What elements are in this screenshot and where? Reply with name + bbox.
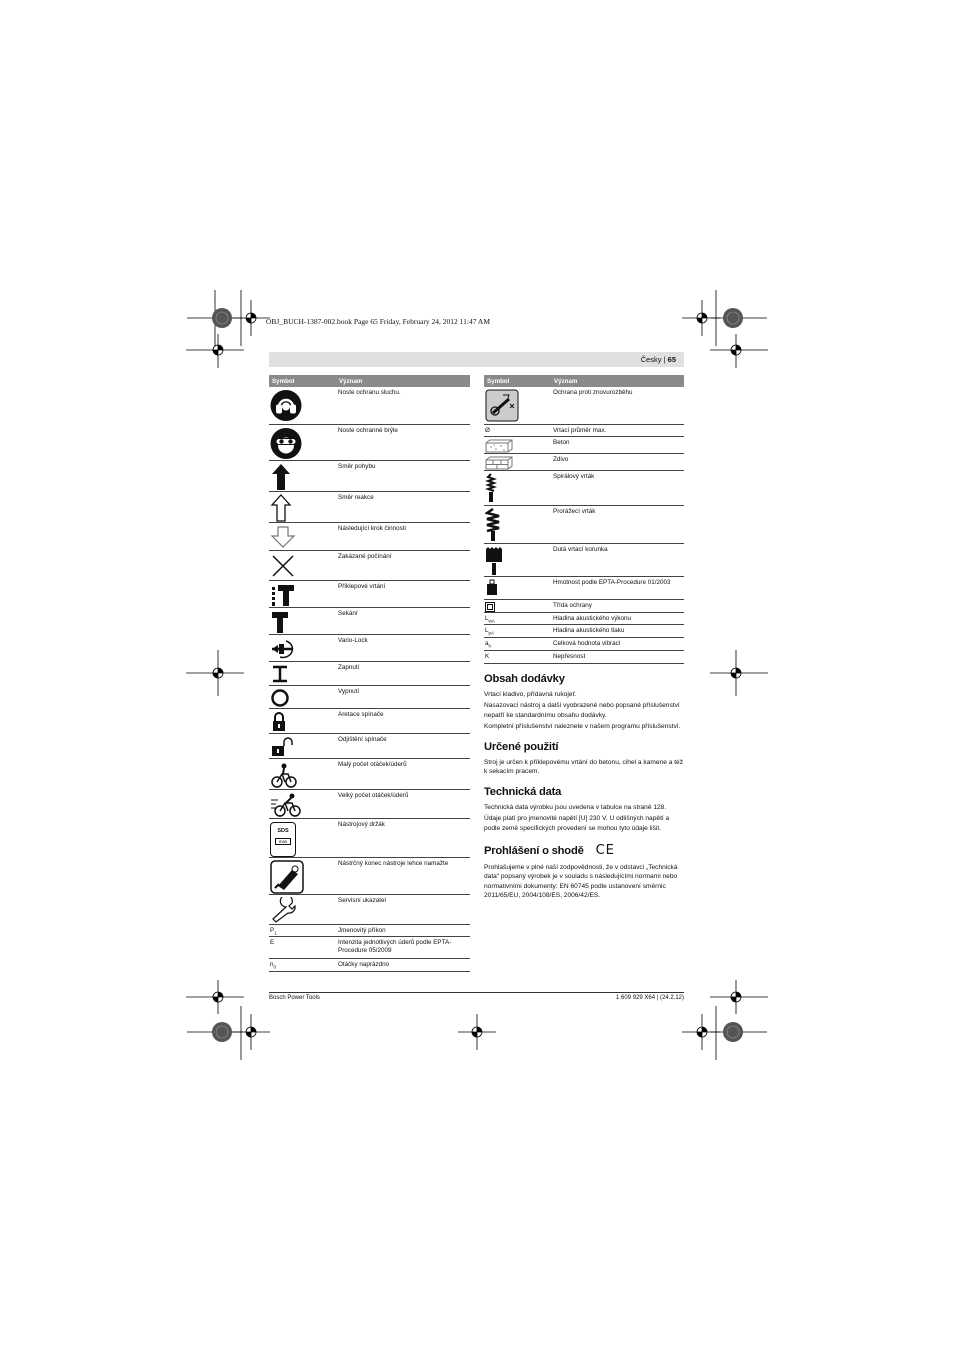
print-slug: OBJ_BUCH-1387-002.book Page 65 Friday, February 24, 2012 11:47 AM xyxy=(266,317,491,326)
ce-mark-icon: CE xyxy=(595,842,615,858)
sds-max-icon xyxy=(270,822,296,857)
language-label: Česky xyxy=(640,355,662,364)
symbol-meaning: Třída ochrany xyxy=(551,599,684,612)
symbol-meaning: Celková hodnota vibrací xyxy=(551,637,684,650)
table-row xyxy=(269,460,470,491)
table-row xyxy=(269,958,470,971)
section-technical-data xyxy=(484,786,684,834)
table-row xyxy=(269,607,470,634)
col-symbol-header: Symbol xyxy=(484,375,551,387)
symbol-meaning: Otáčky naprázdno xyxy=(336,958,470,971)
symbol-meaning: Zakázané počínání xyxy=(336,550,470,580)
symbol-meaning: Nástrojový držák xyxy=(336,818,470,857)
symbol-subscript: 1 xyxy=(274,929,277,935)
table-row xyxy=(484,637,684,650)
footer-left: Bosch Power Tools xyxy=(269,995,320,1001)
table-row xyxy=(269,580,470,607)
table-row xyxy=(484,470,684,505)
section-title xyxy=(484,843,684,858)
symbol-text: E xyxy=(270,938,275,946)
table-row xyxy=(269,936,470,958)
next-step-icon xyxy=(270,525,296,549)
switch-on-icon xyxy=(270,664,290,684)
vario-lock-icon xyxy=(270,637,296,661)
table-row xyxy=(269,522,470,550)
twist-drill-icon xyxy=(485,473,497,503)
table-row xyxy=(269,733,470,758)
table-row xyxy=(269,424,470,460)
symbol-meaning: Ochrana proti znovurozběhu xyxy=(551,387,684,424)
symbol-meaning: Nepřesnost xyxy=(551,650,684,663)
direction-of-motion-icon xyxy=(270,463,292,491)
table-row xyxy=(484,576,684,599)
symbol-text: L xyxy=(485,614,489,622)
right-column xyxy=(484,375,684,903)
safety-goggles-icon xyxy=(270,427,302,460)
symbol-meaning: Servisní ukazatel xyxy=(336,894,470,924)
symbol-meaning: Noste ochranu sluchu. xyxy=(336,387,470,424)
table-row xyxy=(269,924,470,936)
table-row xyxy=(269,491,470,522)
table-row xyxy=(484,650,684,663)
hammer-drilling-icon xyxy=(270,583,296,607)
symbol-meaning: Dutá vrtací korunka xyxy=(551,543,684,576)
high-speed-icon xyxy=(270,792,302,818)
symbol-meaning: Jmenovitý příkon xyxy=(336,924,470,936)
section-paragraph: Nasazovací nástroj a další vyobrazené nebo popsané příslušenství nepatří ke standardnímu obsahu dodávky. xyxy=(484,702,680,719)
page-header-text: Česky | 65 xyxy=(640,355,676,364)
table-row xyxy=(269,708,470,733)
section-paragraph: Stroj je určen k příklepovému vrtání do betonu, cihel a kamene a též k sekacím pracem. xyxy=(484,758,684,776)
symbol-text: a xyxy=(485,639,489,647)
unlock-icon xyxy=(270,736,298,758)
symbol-text: L xyxy=(485,626,489,634)
table-row xyxy=(484,624,684,637)
core-cutter-icon xyxy=(485,546,503,576)
symbol-subscript: wA xyxy=(488,617,495,623)
section-paragraph: Technická data výrobku jsou uvedena v tabulce na straně 128. xyxy=(484,803,667,811)
section-title-text: Prohlášení o shodě xyxy=(484,844,584,857)
symbol-meaning: Směr reakce xyxy=(336,491,470,522)
table-row xyxy=(484,453,684,470)
direction-of-reaction-icon xyxy=(270,494,292,522)
symbol-meaning: Hladina akustického tlaku xyxy=(551,624,684,637)
symbol-meaning: Hladina akustického výkonu xyxy=(551,612,684,624)
symbol-text: Ø xyxy=(485,426,490,434)
table-row xyxy=(269,789,470,818)
table-row xyxy=(484,612,684,624)
table-row xyxy=(269,387,470,424)
symbol-meaning: Hmotnost podle EPTA-Procedure 01/2003 xyxy=(551,576,684,599)
symbol-subscript: h xyxy=(488,642,492,648)
section-paragraph: Vrtací kladivo, přídavná rukojeť. xyxy=(484,690,577,698)
table-row xyxy=(269,894,470,924)
low-speed-icon xyxy=(270,761,298,789)
page-footer xyxy=(269,992,684,1001)
section-scope-of-delivery xyxy=(484,673,684,732)
symbol-meaning: Intenzita jednotlivých úderů podle EPTA-Procedure 05/2009 xyxy=(336,936,470,958)
symbol-meaning: Beton xyxy=(551,436,684,453)
table-row xyxy=(484,387,684,424)
table-row xyxy=(269,758,470,789)
section-declaration-of-conformity xyxy=(484,843,684,901)
col-meaning-header: Význam xyxy=(336,375,470,387)
symbol-text: n xyxy=(270,960,274,968)
symbol-meaning: Aretace spínače xyxy=(336,708,470,733)
symbol-meaning: Příklepové vrtání xyxy=(336,580,470,607)
section-title: Technická data xyxy=(484,785,562,798)
symbol-meaning: Sekání xyxy=(336,607,470,634)
page-number: 65 xyxy=(667,355,676,364)
symbol-meaning: Spirálový vrták xyxy=(551,470,684,505)
section-intended-use xyxy=(484,741,684,777)
right-symbol-table xyxy=(484,375,684,664)
footer-right: 1 609 929 X64 | (24.2.12) xyxy=(616,995,684,1001)
max-label: max xyxy=(275,838,291,846)
section-title: Obsah dodávky xyxy=(484,672,565,685)
symbol-meaning: Noste ochranné brýle xyxy=(336,424,470,460)
table-row xyxy=(484,543,684,576)
wrench-icon xyxy=(270,897,300,923)
symbol-subscript: 0 xyxy=(273,963,277,969)
symbol-meaning: Vypnutí xyxy=(336,685,470,708)
page-header xyxy=(269,352,684,367)
symbol-meaning: Malý počet otáček/úderů xyxy=(336,758,470,789)
symbol-meaning: Prorážecí vrták xyxy=(551,505,684,543)
weight-icon xyxy=(485,579,499,597)
table-row xyxy=(484,424,684,436)
symbol-meaning: Zdivo xyxy=(551,453,684,470)
table-row xyxy=(484,505,684,543)
table-row xyxy=(484,436,684,453)
symbol-meaning: Směr pohybu xyxy=(336,460,470,491)
symbol-meaning: Nástrčný konec nástroje lehce namažte xyxy=(336,857,470,894)
prohibited-action-icon xyxy=(270,553,296,579)
sds-label: SDS xyxy=(277,827,289,834)
symbol-subscript: pA xyxy=(488,629,495,635)
symbol-meaning: Vrtací průměr max. xyxy=(551,424,684,436)
table-row xyxy=(484,599,684,612)
lock-icon xyxy=(270,711,288,733)
anti-rotation-icon xyxy=(485,389,519,422)
symbol-text: P xyxy=(270,926,275,934)
col-meaning-header: Význam xyxy=(551,375,684,387)
section-paragraph: Údaje platí pro jmenovité napětí [U] 230 V. U odlišných napětí a podle země specifických provedení se mohou tyto údaje lišit. xyxy=(484,815,670,832)
symbol-meaning: Odjištění spínače xyxy=(336,733,470,758)
table-row xyxy=(269,685,470,708)
section-title: Určené použití xyxy=(484,740,559,753)
protection-class-icon xyxy=(485,602,495,612)
table-row xyxy=(269,661,470,685)
symbol-text: K xyxy=(485,652,490,660)
table-row xyxy=(269,550,470,580)
table-row xyxy=(269,818,470,857)
symbol-meaning: Velký počet otáček/úderů xyxy=(336,789,470,818)
breakthrough-drill-icon xyxy=(485,508,501,542)
masonry-icon xyxy=(485,456,513,470)
left-symbol-table xyxy=(269,375,470,972)
concrete-icon xyxy=(485,439,513,453)
switch-off-icon xyxy=(270,688,290,708)
col-symbol-header: Symbol xyxy=(269,375,336,387)
symbol-meaning: Zapnutí xyxy=(336,661,470,685)
chiseling-icon xyxy=(270,610,290,634)
symbol-meaning: Vario-Lock xyxy=(336,634,470,661)
symbol-meaning: Následující krok činnosti xyxy=(336,522,470,550)
section-paragraph: Kompletní příslušenství naleznete v našem programu příslušenství. xyxy=(484,723,681,731)
section-paragraph: Prohlašujeme v plné naší zodpovědnosti, že v odstavci „Technická data“ popsaný výrobek je v souladu s následujícími normami nebo normativními dokumenty: EN 60745 podle ustanovení směrnic 2011/65/EU, 2004/108/ES, 2006/42/ES. xyxy=(484,863,678,900)
grease-tool-tip-icon xyxy=(270,860,304,894)
ear-protection-icon xyxy=(270,389,302,422)
table-row xyxy=(269,634,470,661)
table-row xyxy=(269,857,470,894)
